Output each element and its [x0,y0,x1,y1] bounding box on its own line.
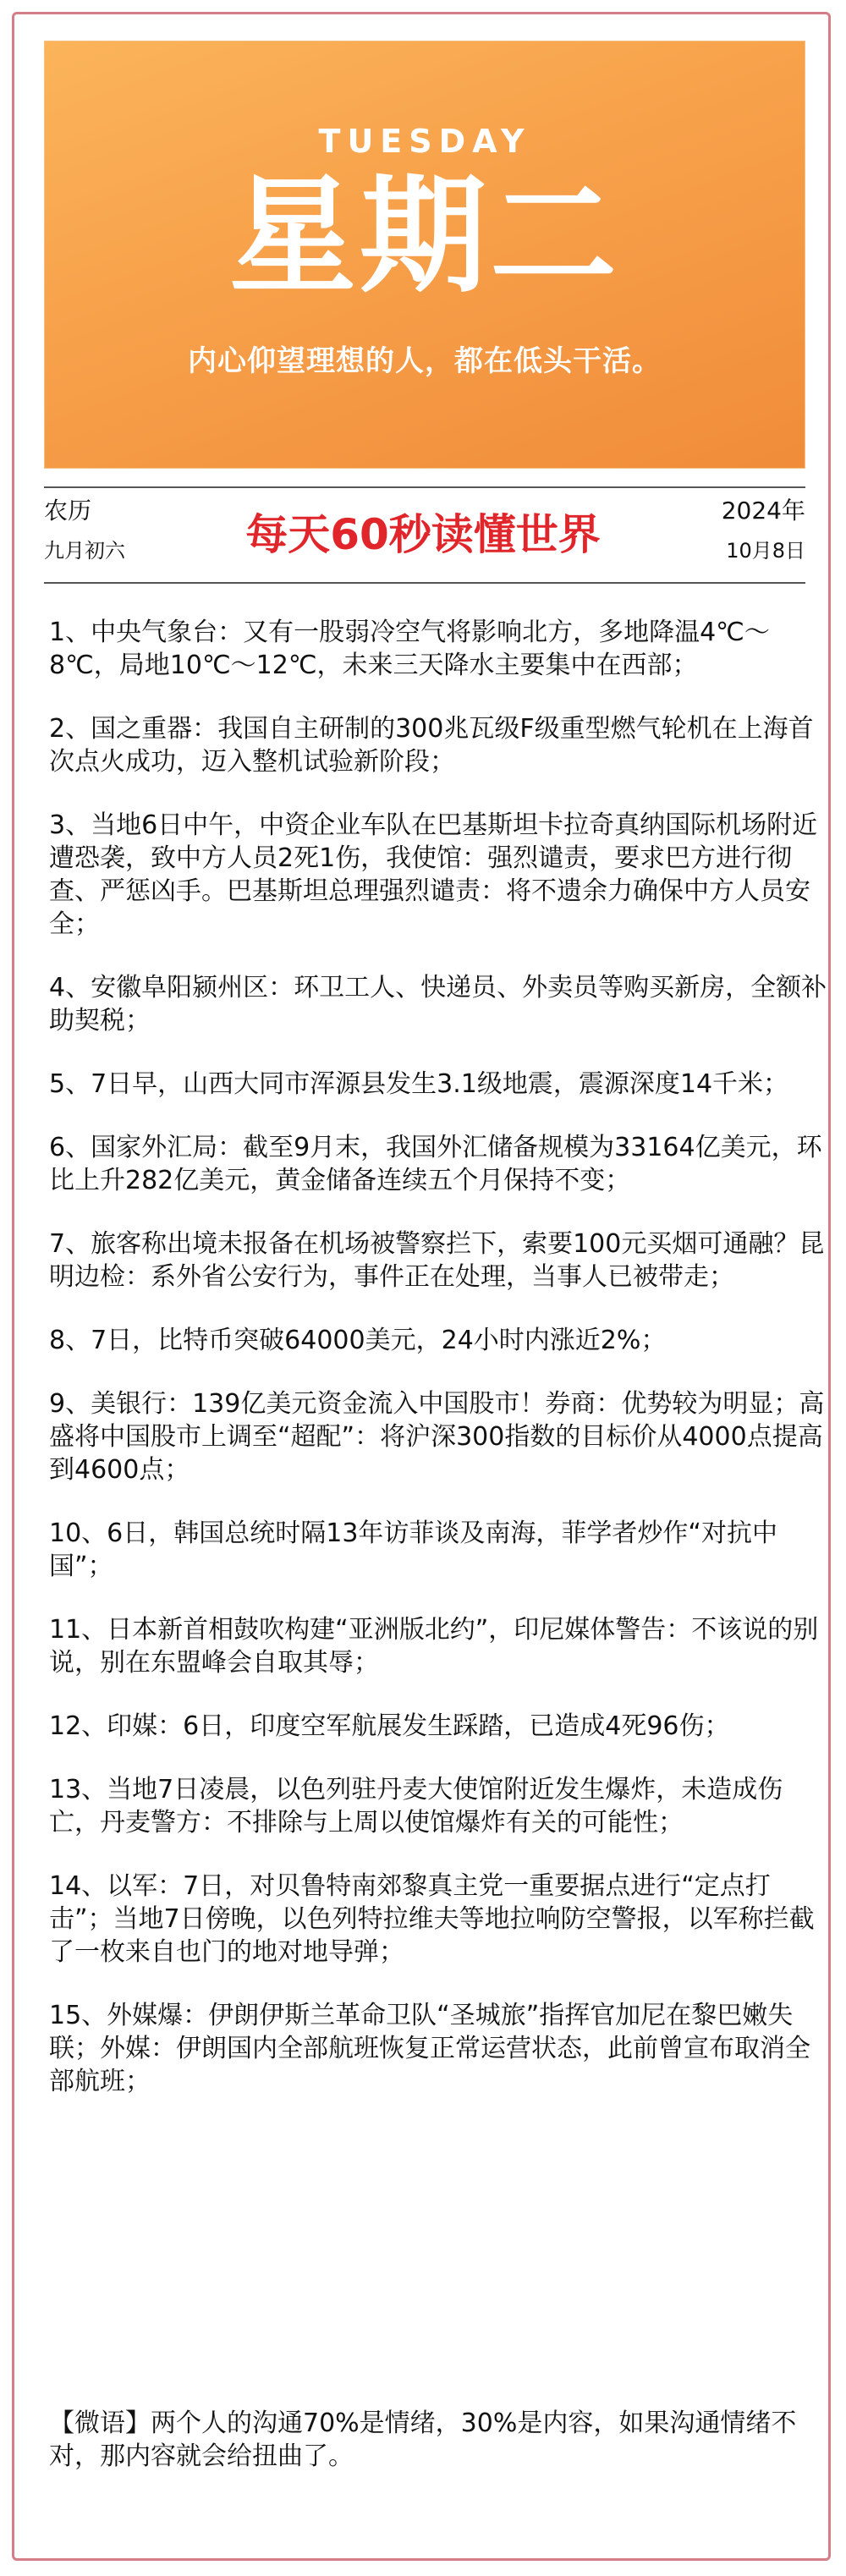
news-item: 10、6日，韩国总统时隔13年访菲谈及南海，菲学者炒作“对抗中国”； [49,1519,777,1581]
weekday-banner [44,41,805,469]
news-item: 12、印媒：6日，印度空军航展发生踩踏，已造成4死96伤； [49,1711,730,1741]
lunar-label: 农历 [44,497,92,525]
news-item: 13、当地7日凌晨，以色列驻丹麦大使馆附近发生爆炸，未造成伤亡，丹麦警方：不排除与上周以使馆爆炸有关的可能性； [49,1775,783,1837]
lunar-date: 九月初六 [44,539,125,563]
date-month-day: 10月8日 [726,539,805,563]
news-item: 1、中央气象台：又有一股弱冷空气将影响北方，多地降温4℃～8℃，局地10℃～12℃，未来三天降水主要集中在西部； [49,618,770,680]
news-item: 14、以军：7日，对贝鲁特南郊黎真主党一重要据点进行“定点打击”；当地7日傍晚，以色列特拉维夫等地拉响防空警报，以军称拦截了一枚来自也门的地对地导弹； [49,1871,815,1967]
news-item: 5、7日早，山西大同市浑源县发生3.1级地震，震源深度14千米； [49,1069,789,1099]
news-item: 3、当地6日中午，中资企业车队在巴基斯坦卡拉奇真纳国际机场附近遭恐袭，致中方人员2死1伤，我使馆：强烈谴责，要求巴方进行彻查、严惩凶手。巴基斯坦总理强烈谴责：将不遗余力确保中方人员安全； [49,810,818,939]
news-item: 15、外媒爆：伊朗伊斯兰革命卫队“圣城旅”指挥官加尼在黎巴嫩失联；外媒：伊朗国内全部航班恢复正常运营状态，此前曾宣布取消全部航班； [49,2001,810,2096]
news-item: 7、旅客称出境未报备在机场被警察拦下，索要100元买烟可通融？昆明边检：系外省公安行为，事件正在处理，当事人已被带走； [49,1229,825,1292]
weekday-english: TUESDAY [318,123,531,160]
news-item: 6、国家外汇局：截至9月末，我国外汇储备规模为33164亿美元，环比上升282亿美元，黄金储备连续五个月保持不变； [49,1133,822,1195]
daily-quote: 【微语】两个人的沟通70%是情绪，30%是内容，如果沟通情绪不对，那内容就会给扭曲了。 [49,2408,797,2471]
weekday-chinese: 星期二 [228,162,620,310]
news-item: 11、日本新首相鼓吹构建“亚洲版北约”，印尼媒体警告：不该说的别说，别在东盟峰会自取其辱； [49,1615,819,1678]
news-item: 4、安徽阜阳颍州区：环卫工人、快递员、外卖员等购买新房，全额补助契税； [49,973,827,1035]
date-year: 2024年 [721,497,805,525]
news-item: 9、美银行：139亿美元资金流入中国股市！券商：优势较为明显；高盛将中国股市上调至“超配”：将沪深300指数的目标价从4000点提高到4600点； [49,1389,825,1485]
news-list [49,616,827,2128]
page-headline: 每天60秒读懂世界 [245,510,601,559]
header-rule-bottom [44,582,805,584]
banner-motto: 内心仰望理想的人，都在低头干活。 [188,344,662,378]
news-item: 2、国之重器：我国自主研制的300兆瓦级F级重型燃气轮机在上海首次点火成功，迈入整机试验新阶段； [49,714,814,777]
header-rule-top [44,486,805,488]
news-item: 8、7日，比特币突破64000美元，24小时内涨近2%； [49,1326,667,1355]
